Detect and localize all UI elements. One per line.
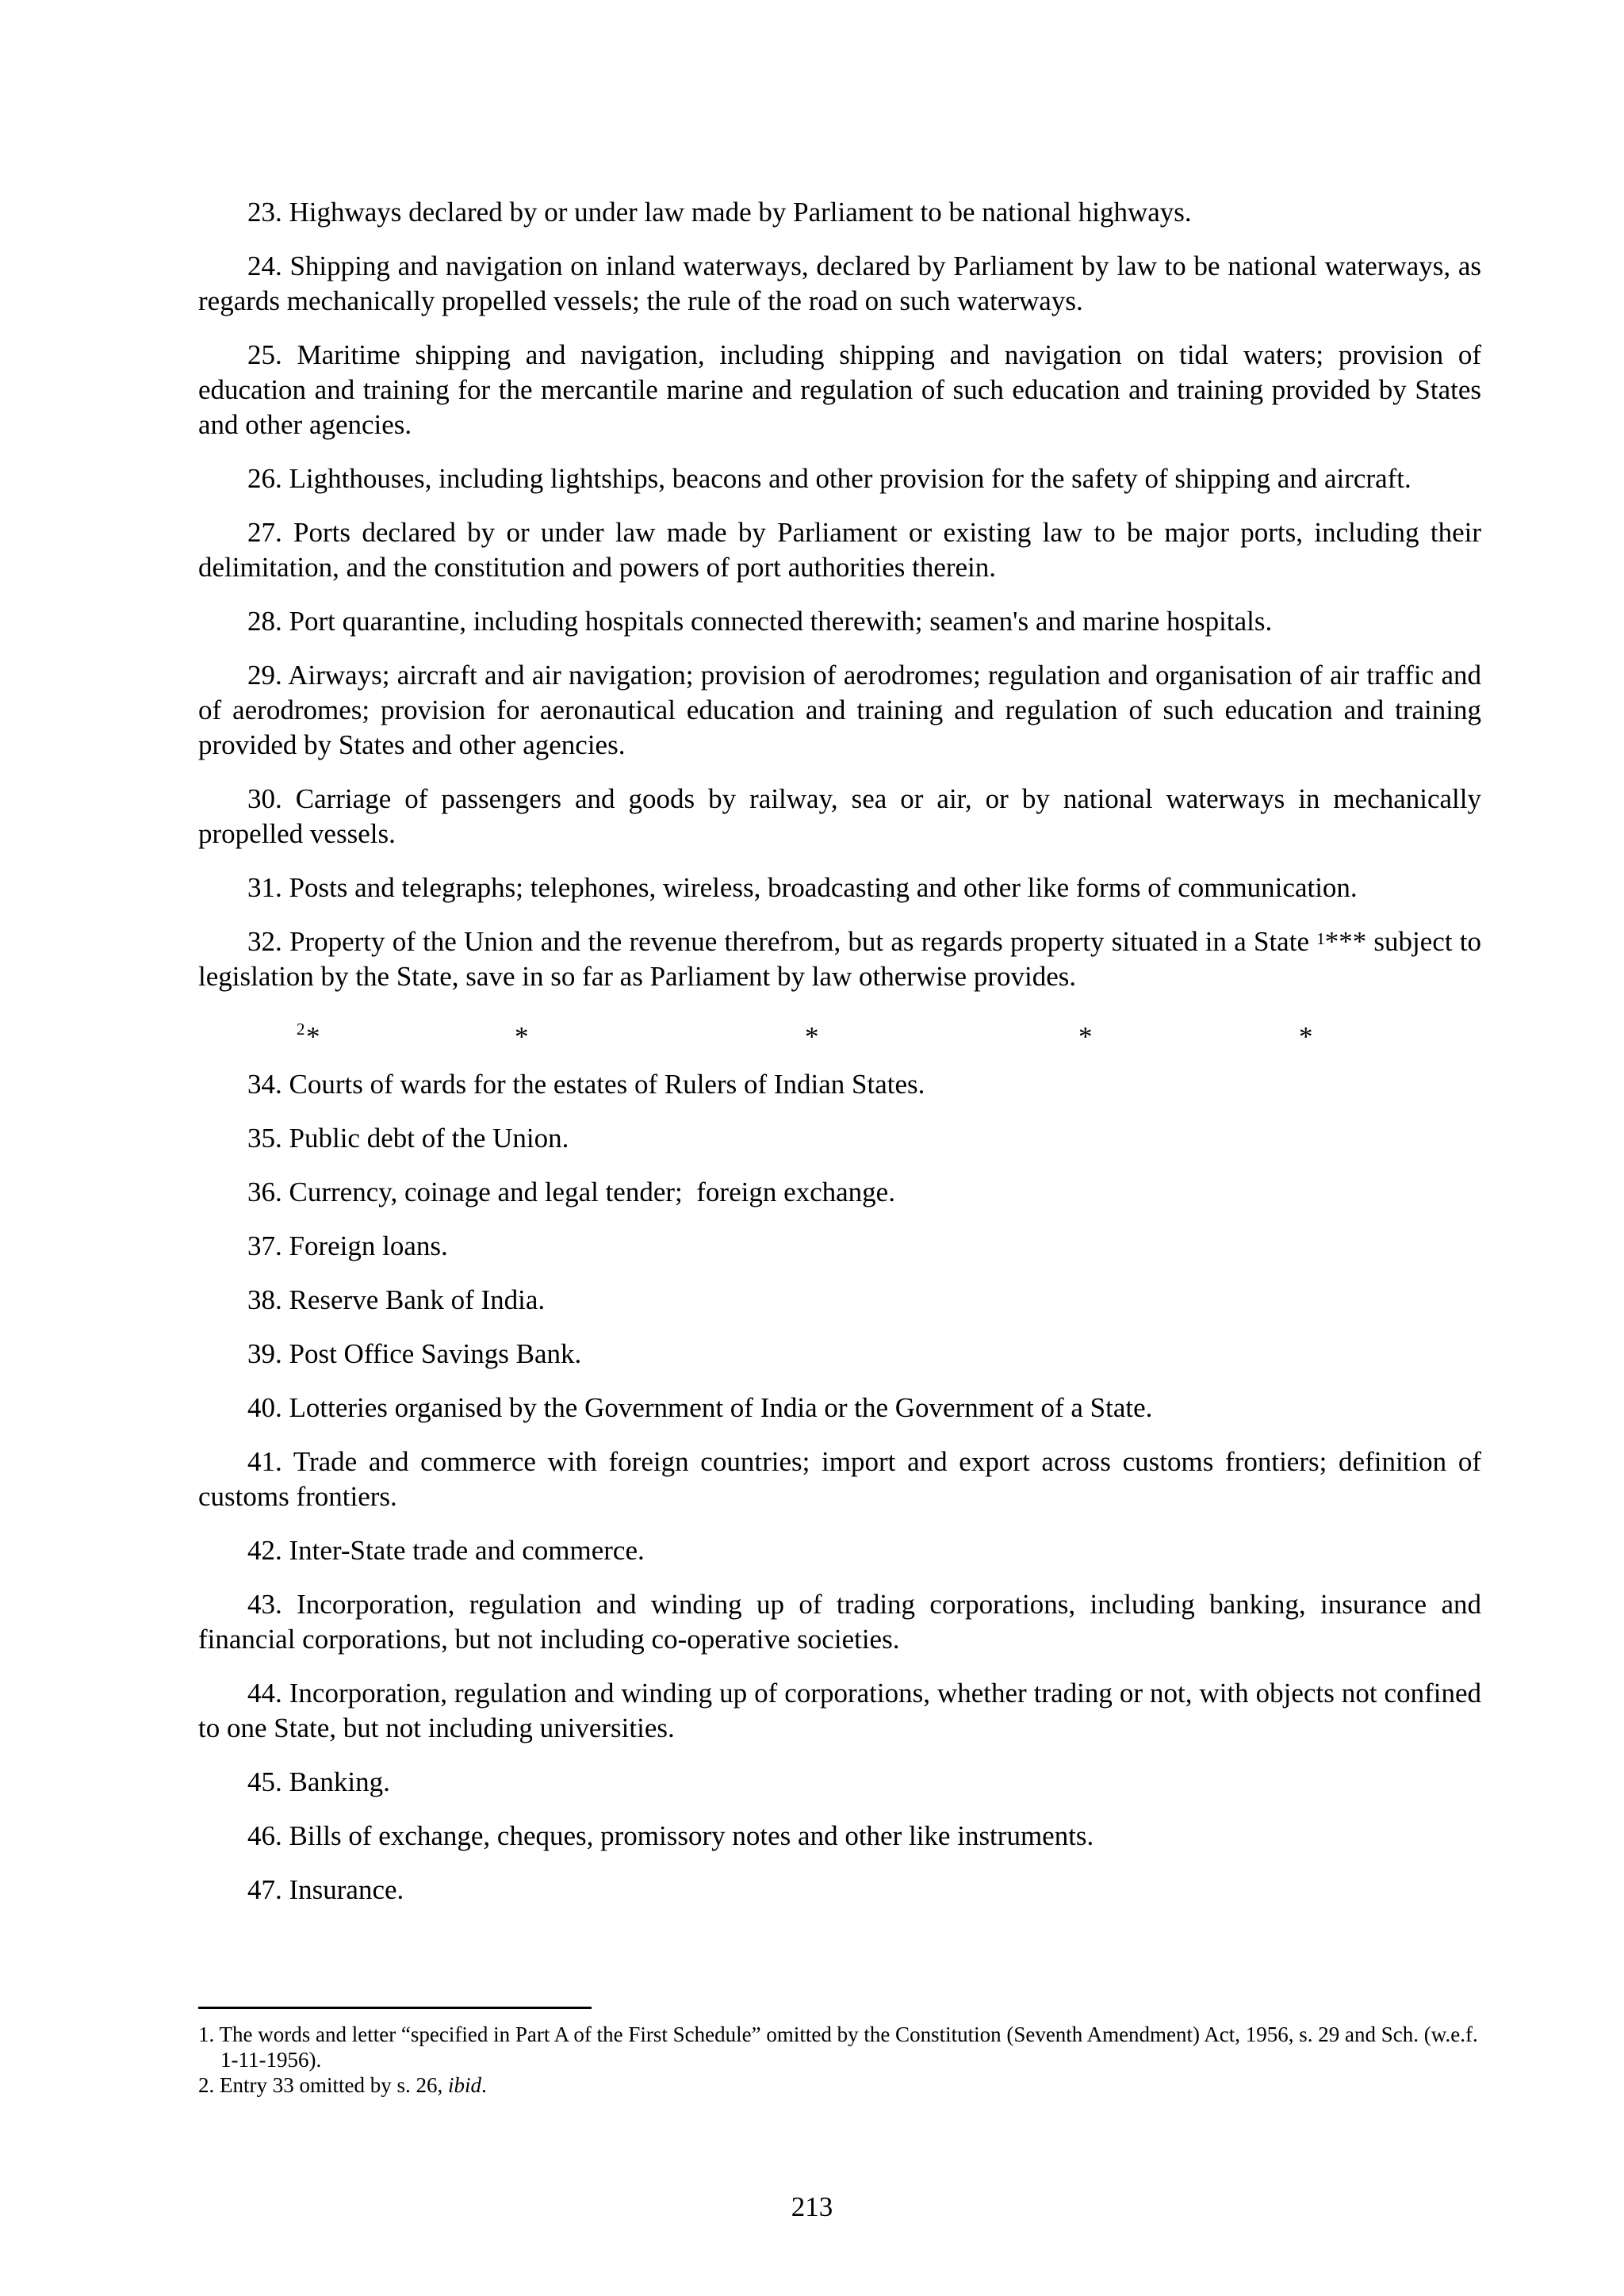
list-entry-39: 39. Post Office Savings Bank. — [247, 1338, 582, 1369]
list-entry-42: 42. Inter-State trade and commerce. — [247, 1535, 645, 1566]
list-entry-41: 41. Trade and commerce with foreign countries; import and export across customs frontiers; definition of customs frontiers. — [198, 1446, 1481, 1512]
asterisk: * — [306, 1021, 320, 1052]
footnote-2-text: 2. Entry 33 omitted by s. 26, — [198, 2073, 448, 2097]
asterisk: * — [515, 1021, 529, 1052]
page-body — [198, 195, 1481, 1927]
omitted-entry-line — [198, 1013, 1481, 1052]
list-entry-30: 30. Carriage of passengers and goods by railway, sea or air, or by national waterways in mechanically propelled vessels. — [198, 783, 1481, 849]
list-entry-43: 43. Incorporation, regulation and winding up of trading corporations, including banking, insurance and financial corporations, but not including co-operative societies. — [198, 1589, 1481, 1655]
list-entry-35: 35. Public debt of the Union. — [247, 1123, 569, 1154]
list-entry-23: 23. Highways declared by or under law made by Parliament to be national highways. — [247, 197, 1192, 228]
list-entry-36: 36. Currency, coinage and legal tender; foreign exchange. — [247, 1177, 895, 1207]
footnote-2-ibid: ibid — [447, 2073, 481, 2097]
omission-marker: *** — [1324, 926, 1367, 957]
list-entry-26: 26. Lighthouses, including lightships, beacons and other provision for the safety of shipping and aircraft. — [247, 463, 1411, 494]
list-entry-40: 40. Lotteries organised by the Government of India or the Government of a State. — [247, 1392, 1153, 1423]
list-entry-27: 27. Ports declared by or under law made by Parliament or existing law to be major ports, including their delimitation, and the constitution and powers of port authorities therein. — [198, 517, 1481, 583]
list-entry-47: 47. Insurance. — [247, 1874, 404, 1905]
asterisk: * — [1299, 1021, 1313, 1052]
list-entry-31: 31. Posts and telegraphs; telephones, wireless, broadcasting and other like forms of communication. — [247, 872, 1358, 903]
footnote-2 — [198, 2072, 1481, 2098]
list-entry-34: 34. Courts of wards for the estates of Rulers of Indian States. — [247, 1069, 925, 1100]
page-number: 213 — [791, 2191, 833, 2222]
list-entry-28: 28. Port quarantine, including hospitals connected therewith; seamen's and marine hospitals. — [247, 606, 1273, 637]
list-entry-46: 46. Bills of exchange, cheques, promissory notes and other like instruments. — [247, 1820, 1094, 1851]
list-entry-45: 45. Banking. — [247, 1766, 390, 1797]
footnotes — [198, 2022, 1481, 2098]
list-entry-25: 25. Maritime shipping and navigation, including shipping and navigation on tidal waters; provision of education and training for the mercantile marine and regulation of such education and training provided by States and other agencies. — [198, 339, 1481, 440]
list-entry-32 — [198, 924, 1481, 994]
entry-32-text-start: 32. Property of the Union and the revenue therefrom, but as regards property situated in a State — [247, 926, 1317, 957]
list-entry-37: 37. Foreign loans. — [247, 1230, 448, 1261]
footnote-ref-1[interactable]: 1 — [1316, 929, 1325, 948]
footnote-2-end: . — [481, 2073, 487, 2097]
entry-32-text-end: subject to legislation by the State, save in so far as Parliament by law otherwise provides. — [198, 926, 1481, 992]
footnote-ref-2[interactable]: 2 — [297, 1020, 305, 1039]
list-entry-29: 29. Airways; aircraft and air navigation; provision of aerodromes; regulation and organisation of air traffic and of aerodromes; provision for aeronautical education and training and regulation of such education and training provided by States and other agencies. — [198, 660, 1481, 760]
asterisk: * — [805, 1021, 819, 1052]
footnote-divider — [198, 2007, 592, 2009]
list-entry-24: 24. Shipping and navigation on inland waterways, declared by Parliament by law to be national waterways, as regards mechanically propelled vessels; the rule of the road on such waterways. — [198, 251, 1481, 316]
list-entry-44: 44. Incorporation, regulation and winding up of corporations, whether trading or not, with objects not confined to one State, but not including universities. — [198, 1678, 1481, 1743]
list-entry-38: 38. Reserve Bank of India. — [247, 1284, 546, 1315]
footnote-1: 1. The words and letter “specified in Part A of the First Schedule” omitted by the Constitution (Seventh Amendment) Act, 1956, s. 29 and Sch. (w.e.f. 1-11-1956). — [198, 2022, 1478, 2072]
asterisk: * — [1078, 1021, 1093, 1052]
